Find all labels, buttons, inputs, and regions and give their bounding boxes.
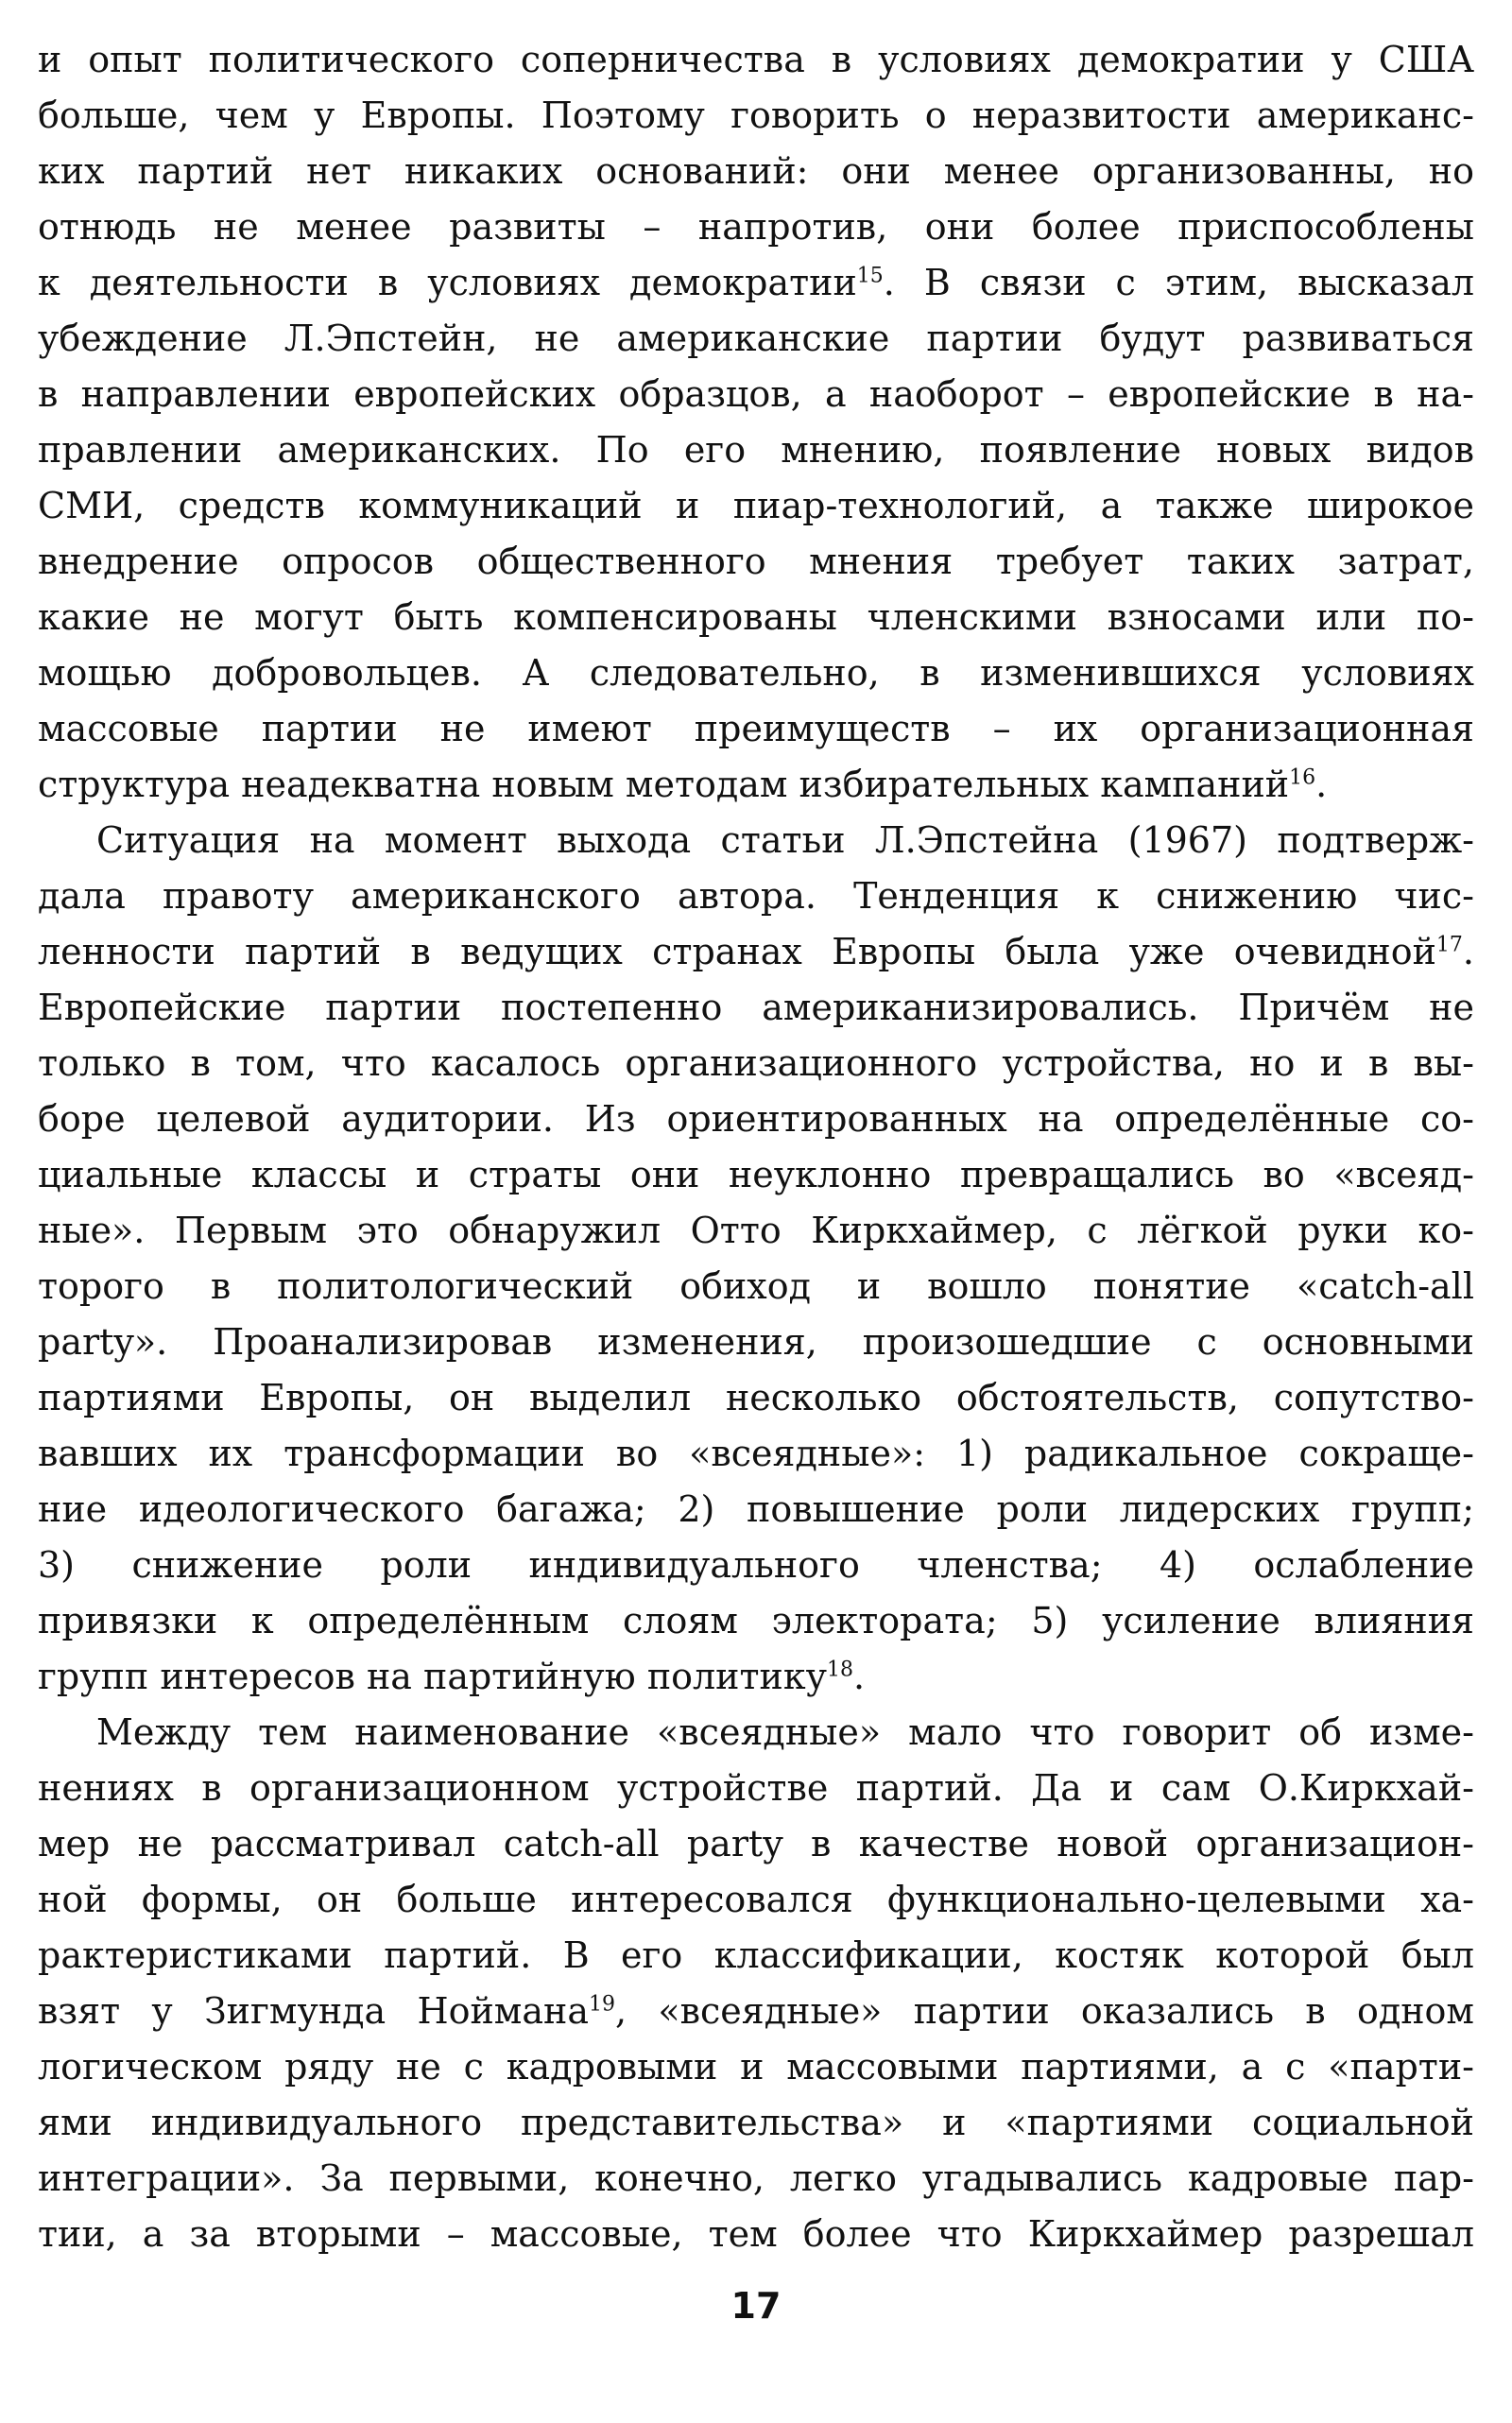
line-text-continued: . <box>852 1656 866 1697</box>
text-line <box>38 757 1474 813</box>
footnote-marker: 16 <box>1289 765 1316 790</box>
text-line <box>38 478 1474 534</box>
text-line <box>38 422 1474 478</box>
line-text: ние идеологического багажа; 2) повышение роли лидерских групп; <box>38 1488 1474 1530</box>
line-text: какие не могут быть компенсированы членскими взносами или по- <box>38 596 1474 638</box>
text-line <box>38 2207 1474 2262</box>
line-text: дала правоту американского автора. Тенденция к снижению чис- <box>38 875 1474 917</box>
text-line <box>38 311 1474 367</box>
text-line <box>38 924 1474 980</box>
line-text: нениях в организационном устройстве партий. Да и сам О.Киркхай- <box>38 1767 1474 1809</box>
line-text-continued: . В связи с этим, высказал <box>883 262 1474 303</box>
line-text: и опыт политического соперничества в условиях демократии у США <box>38 39 1474 80</box>
text-line <box>38 1203 1474 1259</box>
page-text <box>38 32 1474 2262</box>
line-text: массовые партии не имеют преимуществ – их организационная <box>38 708 1474 749</box>
text-line <box>38 868 1474 924</box>
line-text: 3) снижение роли индивидуального членства; 4) ослабление <box>38 1544 1474 1586</box>
text-line <box>38 1649 1474 1705</box>
line-text: только в том, что касалось организационного устройства, но и в вы- <box>38 1042 1474 1084</box>
text-line <box>38 2151 1474 2207</box>
text-line <box>38 534 1474 590</box>
text-line <box>38 255 1474 311</box>
line-text: в направлении европейских образцов, а наоборот – европейские в на- <box>38 373 1474 415</box>
text-line <box>38 144 1474 199</box>
text-line <box>38 1259 1474 1315</box>
line-text: интеграции». За первыми, конечно, легко угадывались кадровые пар- <box>38 2157 1474 2199</box>
text-line <box>38 1928 1474 1984</box>
text-line <box>38 1872 1474 1928</box>
line-text: party». Проанализировав изменения, произошедшие с основными <box>38 1321 1474 1363</box>
line-text: ких партий нет никаких оснований: они менее организованны, но <box>38 150 1474 192</box>
text-line <box>38 1091 1474 1147</box>
line-text: структура неадекватна новым методам избирательных кампаний <box>38 764 1290 805</box>
line-text: правлении американских. По его мнению, появление новых видов <box>38 429 1474 471</box>
text-line <box>38 1482 1474 1538</box>
line-text-continued: . <box>1462 931 1474 972</box>
line-text-continued: . <box>1315 764 1328 805</box>
text-line <box>38 2095 1474 2151</box>
footnote-marker: 17 <box>1435 933 1463 957</box>
text-line <box>38 1538 1474 1593</box>
text-line <box>38 590 1474 645</box>
text-line <box>38 88 1474 144</box>
text-line <box>38 1816 1474 1872</box>
line-text: ями индивидуального представительства» и «партиями социальной <box>38 2102 1474 2143</box>
line-text: вавших их трансформации во «всеядные»: 1) радикальное сокраще- <box>38 1433 1474 1474</box>
line-text: ленности партий в ведущих странах Европы была уже очевидной <box>38 931 1436 972</box>
text-line <box>38 1984 1474 2039</box>
line-text: взят у Зигмунда Ноймана <box>38 1990 589 2032</box>
line-text: Европейские партии постепенно американизировались. Причём не <box>38 987 1474 1028</box>
text-line <box>38 1147 1474 1203</box>
line-text: привязки к определённым слоям электората; 5) усиление влияния <box>38 1600 1474 1641</box>
line-text: Ситуация на момент выхода статьи Л.Эпстейна (1967) подтверж- <box>96 819 1474 861</box>
page-number: 17 <box>730 2285 782 2327</box>
text-line <box>38 1593 1474 1649</box>
text-line <box>38 1426 1474 1482</box>
line-text-continued: , «всеядные» партии оказались в одном <box>615 1990 1474 2032</box>
line-text: внедрение опросов общественного мнения требует таких затрат, <box>38 541 1474 582</box>
text-line <box>38 1370 1474 1426</box>
footnote-marker: 15 <box>856 264 884 288</box>
line-text: тии, а за вторыми – массовые, тем более что Киркхаймер разрешал <box>38 2213 1474 2255</box>
line-text: партиями Европы, он выделил несколько обстоятельств, сопутство- <box>38 1377 1474 1418</box>
footnote-marker: 19 <box>589 1992 615 2017</box>
line-text: убеждение Л.Эпстейн, не американские партии будут развиваться <box>38 318 1474 359</box>
line-text: мер не рассматривал catch-all party в качестве новой организацион- <box>38 1823 1474 1865</box>
footnote-marker: 18 <box>826 1658 853 1682</box>
line-text: боре целевой аудитории. Из ориентированных на определённые со- <box>38 1098 1474 1140</box>
line-text: отнюдь не менее развиты – напротив, они более приспособлены <box>38 206 1474 248</box>
text-line <box>38 813 1474 868</box>
line-text: циальные классы и страты они неуклонно превращались во «всеяд- <box>38 1154 1474 1195</box>
line-text: ные». Первым это обнаружил Отто Киркхаймер, с лёгкой руки ко- <box>38 1210 1474 1251</box>
text-line <box>38 1705 1474 1761</box>
line-text: больше, чем у Европы. Поэтому говорить о неразвитости американс- <box>38 95 1474 136</box>
text-line <box>38 980 1474 1036</box>
line-text: к деятельности в условиях демократии <box>38 262 857 303</box>
line-text: групп интересов на партийную политику <box>38 1656 827 1697</box>
text-line <box>38 367 1474 422</box>
text-line <box>38 32 1474 88</box>
line-text: торого в политологический обиход и вошло понятие «catch-all <box>38 1265 1474 1307</box>
line-text: мощью добровольцев. А следовательно, в изменившихся условиях <box>38 652 1474 694</box>
text-line <box>38 199 1474 255</box>
text-line <box>38 1036 1474 1091</box>
line-text: СМИ, средств коммуникаций и пиар-технологий, а также широкое <box>38 485 1474 526</box>
line-text: рактеристиками партий. В его классификации, костяк которой был <box>38 1934 1474 1976</box>
line-text: Между тем наименование «всеядные» мало что говорит об изме- <box>96 1711 1474 1753</box>
text-line <box>38 701 1474 757</box>
text-line <box>38 1315 1474 1370</box>
text-line <box>38 1761 1474 1816</box>
line-text: логическом ряду не с кадровыми и массовыми партиями, а с «парти- <box>38 2046 1474 2088</box>
line-text: ной формы, он больше интересовался функционально-целевыми ха- <box>38 1879 1474 1920</box>
text-line <box>38 645 1474 701</box>
text-line <box>38 2039 1474 2095</box>
